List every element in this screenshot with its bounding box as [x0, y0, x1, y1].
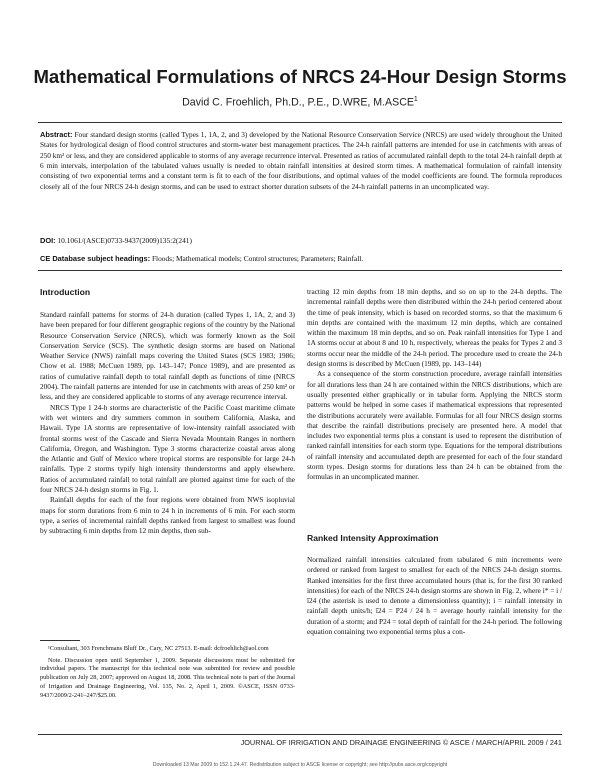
- header-rule: [38, 122, 562, 123]
- doi-label: DOI:: [40, 236, 56, 245]
- doi-line: [40, 236, 562, 245]
- author-note-mark: 1: [413, 96, 418, 103]
- abstract-rule: [38, 270, 562, 271]
- intro-paragraph-4: tracting 12 min depths from 18 min depths, and so on up to the 24-h depths. The incremental rainfall depths were then distributed within the 24-h period centered about the time of peak intensity, which is based on recorded storms, so that the maximum 6 min depths are contained with the maximum 12 min depths, which are contained within the maximum 18 min depths, and so on. Peak rainfall intensities for Type 1 and 1A storms occur at about 8 and 10 h, respectively, whereas the peaks for Types 2 and 3 storms occur near the middle of the 24-h period. The procedure used to create the 24-h design storms is described by McCuen (1989, pp. 143–144): [307, 287, 562, 369]
- intro-paragraph-3: Rainfall depths for each of the four regions were obtained from NWS isopluvial maps for storm durations from 6 min to 24 h in increments of 6 min. For each storm type, a series of incremental rainfall depths ranked from largest to smallest was found by subtracting 6 min depths from 12 min depths, then sub-: [40, 495, 295, 536]
- abstract-label: Abstract:: [40, 130, 73, 139]
- subject-headings-label: CE Database subject headings:: [40, 254, 151, 263]
- journal-footer: JOURNAL OF IRRIGATION AND DRAINAGE ENGINEERING © ASCE / MARCH/APRIL 2009 / 241: [240, 738, 562, 747]
- footnotes: [40, 645, 295, 703]
- right-column-lower: [307, 555, 562, 637]
- author-names: David C. Froehlich, Ph.D., P.E., D.WRE, M.ASCE: [182, 96, 414, 109]
- download-notice: Downloaded 13 Mar 2009 to 152.1.24.47. Redistribution subject to ASCE license or copyright; see http://pubs.asce.org/copyright: [152, 762, 448, 768]
- footnote-rule: [40, 640, 80, 641]
- left-column: [40, 310, 295, 537]
- section-heading-ranked-intensity: Ranked Intensity Approximation: [307, 533, 439, 543]
- footnote-submission-note: Note. Discussion open until September 1, 2009. Separate discussions must be submitted for individual papers. The manuscript for this technical note was submitted for review and possible publication on July 28, 2007; approved on August 18, 2008. This technical note is part of the Journal of Irrigation and Drainage Engineering, Vol. 135, No. 2, April 1, 2009. ©ASCE, ISSN 0733-9437/2009/2-241–247/$25.00.: [40, 656, 295, 699]
- intro-paragraph-1: Standard rainfall patterns for storms of 24-h duration (called Types 1, 1A, 2, and 3) have been prepared for four different geographic regions of the country by the National Resource Conservation Service (NRCS), which was formerly known as the Soil Conservation Service (SCS). The synthetic design storms are based on National Weather Service (NWS) rainfall maps covering the United States (SCS 1983; 1986; Chow et al. 1988; McCuen 1989, pp. 143–147; Ponce 1989), and are presented as ratios of cumulative rainfall depth to total rainfall depth as functions of time (NRCS 2004). The rainfall patterns are intended for use in catchments with areas of 250 km² or less, and they are considered applicable to storms of any average recurrence interval.: [40, 310, 295, 402]
- paper-title: Mathematical Formulations of NRCS 24-Hour Design Storms: [33, 66, 567, 87]
- subject-headings-value: Floods; Mathematical models; Control structures; Parameters; Rainfall.: [151, 254, 364, 263]
- footer-rule: [38, 734, 562, 735]
- section-heading-introduction: Introduction: [40, 287, 91, 297]
- intro-paragraph-2: NRCS Type 1 24-h storms are characteristic of the Pacific Coast maritime climate with wet winters and dry summers common in southern California, Alaska, and Hawaii. Type 1A storms are representative of low-intensity rainfall associated with frontal storms west of the Cascade and Sierra Nevada Mountain Ranges in northern California, Oregon, and Washington. Type 3 storms characterize coastal areas along the Atlantic and Gulf of Mexico where tropical storms are responsible for large 24-h rainfalls. Type 2 storms typify high intensity thunderstorms and apply elsewhere. Ratios of accumulated rainfall to total rainfall are plotted against time for each of the four NRCS 24-h design storms in Fig. 1.: [40, 402, 295, 495]
- right-column: [307, 287, 562, 483]
- footnote-author-address: ¹Consultant, 303 Frenchmans Bluff Dr., Cary, NC 27513. E-mail: dcfroehlich@aol.com: [48, 645, 269, 652]
- intro-paragraph-5: As a consequence of the storm construction procedure, average rainfall intensities for all durations less than 24 h are contained within the NRCS distributions, which are usually presented either graphically or in tabular form. Applying the NRCS storm patterns would be helped in some cases if mathematical expressions that represented the distributions accurately were available. Formulas for all four NRCS design storms that describe the rainfall distributions precisely are presented here. A model that includes two exponential terms plus a constant is used to represent the distribution of ranked rainfall intensities for each storm type. Equations for the temporal distributions of rainfall intensity and accumulated depth are presented for each of the four standard storm types. Design storms for durations less than 24 h can be obtained from the formulas in an uncomplicated manner.: [307, 369, 562, 482]
- ranked-paragraph-1: Normalized rainfall intensities calculated from tabulated 6 min increments were ordered or ranked from largest to smallest for each of the NRCS 24-h design storms. Ranked intensities for the first three accumulated hours (that is, for the first 30 ranked intensities) for each of the NRCS 24-h design storms are shown in Fig. 2, where i* = i / ī24 (the asterisk is used to denote a dimensionless quantity); i = rainfall intensity in rainfall depth units/h; ī24 = P24 / 24 h = average hourly rainfall intensity for the duration of a storm; and P24 = total depth of rainfall for the 24-h period. The following equation containing two exponential terms plus a con-: [307, 555, 563, 637]
- author-line: [20, 96, 580, 109]
- subject-headings: [40, 254, 562, 263]
- abstract-text: Four standard design storms (called Types 1, 1A, 2, and 3) developed by the National Resource Conservation Service (NRCS) are used widely throughout the United States for hydrological design of flood control structures and storm-water best management practices. The 24-h rainfall patterns are intended for use in catchments with areas of 250 km² or less, and they are considered applicable to storms of any average recurrence interval. Presented as ratios of accumulated rainfall depth to the total 24-h rainfall depth at 6 min intervals, interpolation of the tabulated values usually is needed to obtain rainfall intensities at desired storm times. A mathematical formulation of rainfall intensity consisting of two exponential terms and a constant term is fit to each of the four distributions, and optimal values of the model coefficients are found. The formula reproduces closely all of the four NRCS 24-h design storms, and can be used to extract shorter duration subsets of the 24-h rainfall patterns in an uncomplicated way.: [40, 130, 562, 191]
- abstract: [40, 130, 562, 192]
- doi-value[interactable]: 10.1061/(ASCE)0733-9437(2009)135:2(241): [57, 236, 192, 245]
